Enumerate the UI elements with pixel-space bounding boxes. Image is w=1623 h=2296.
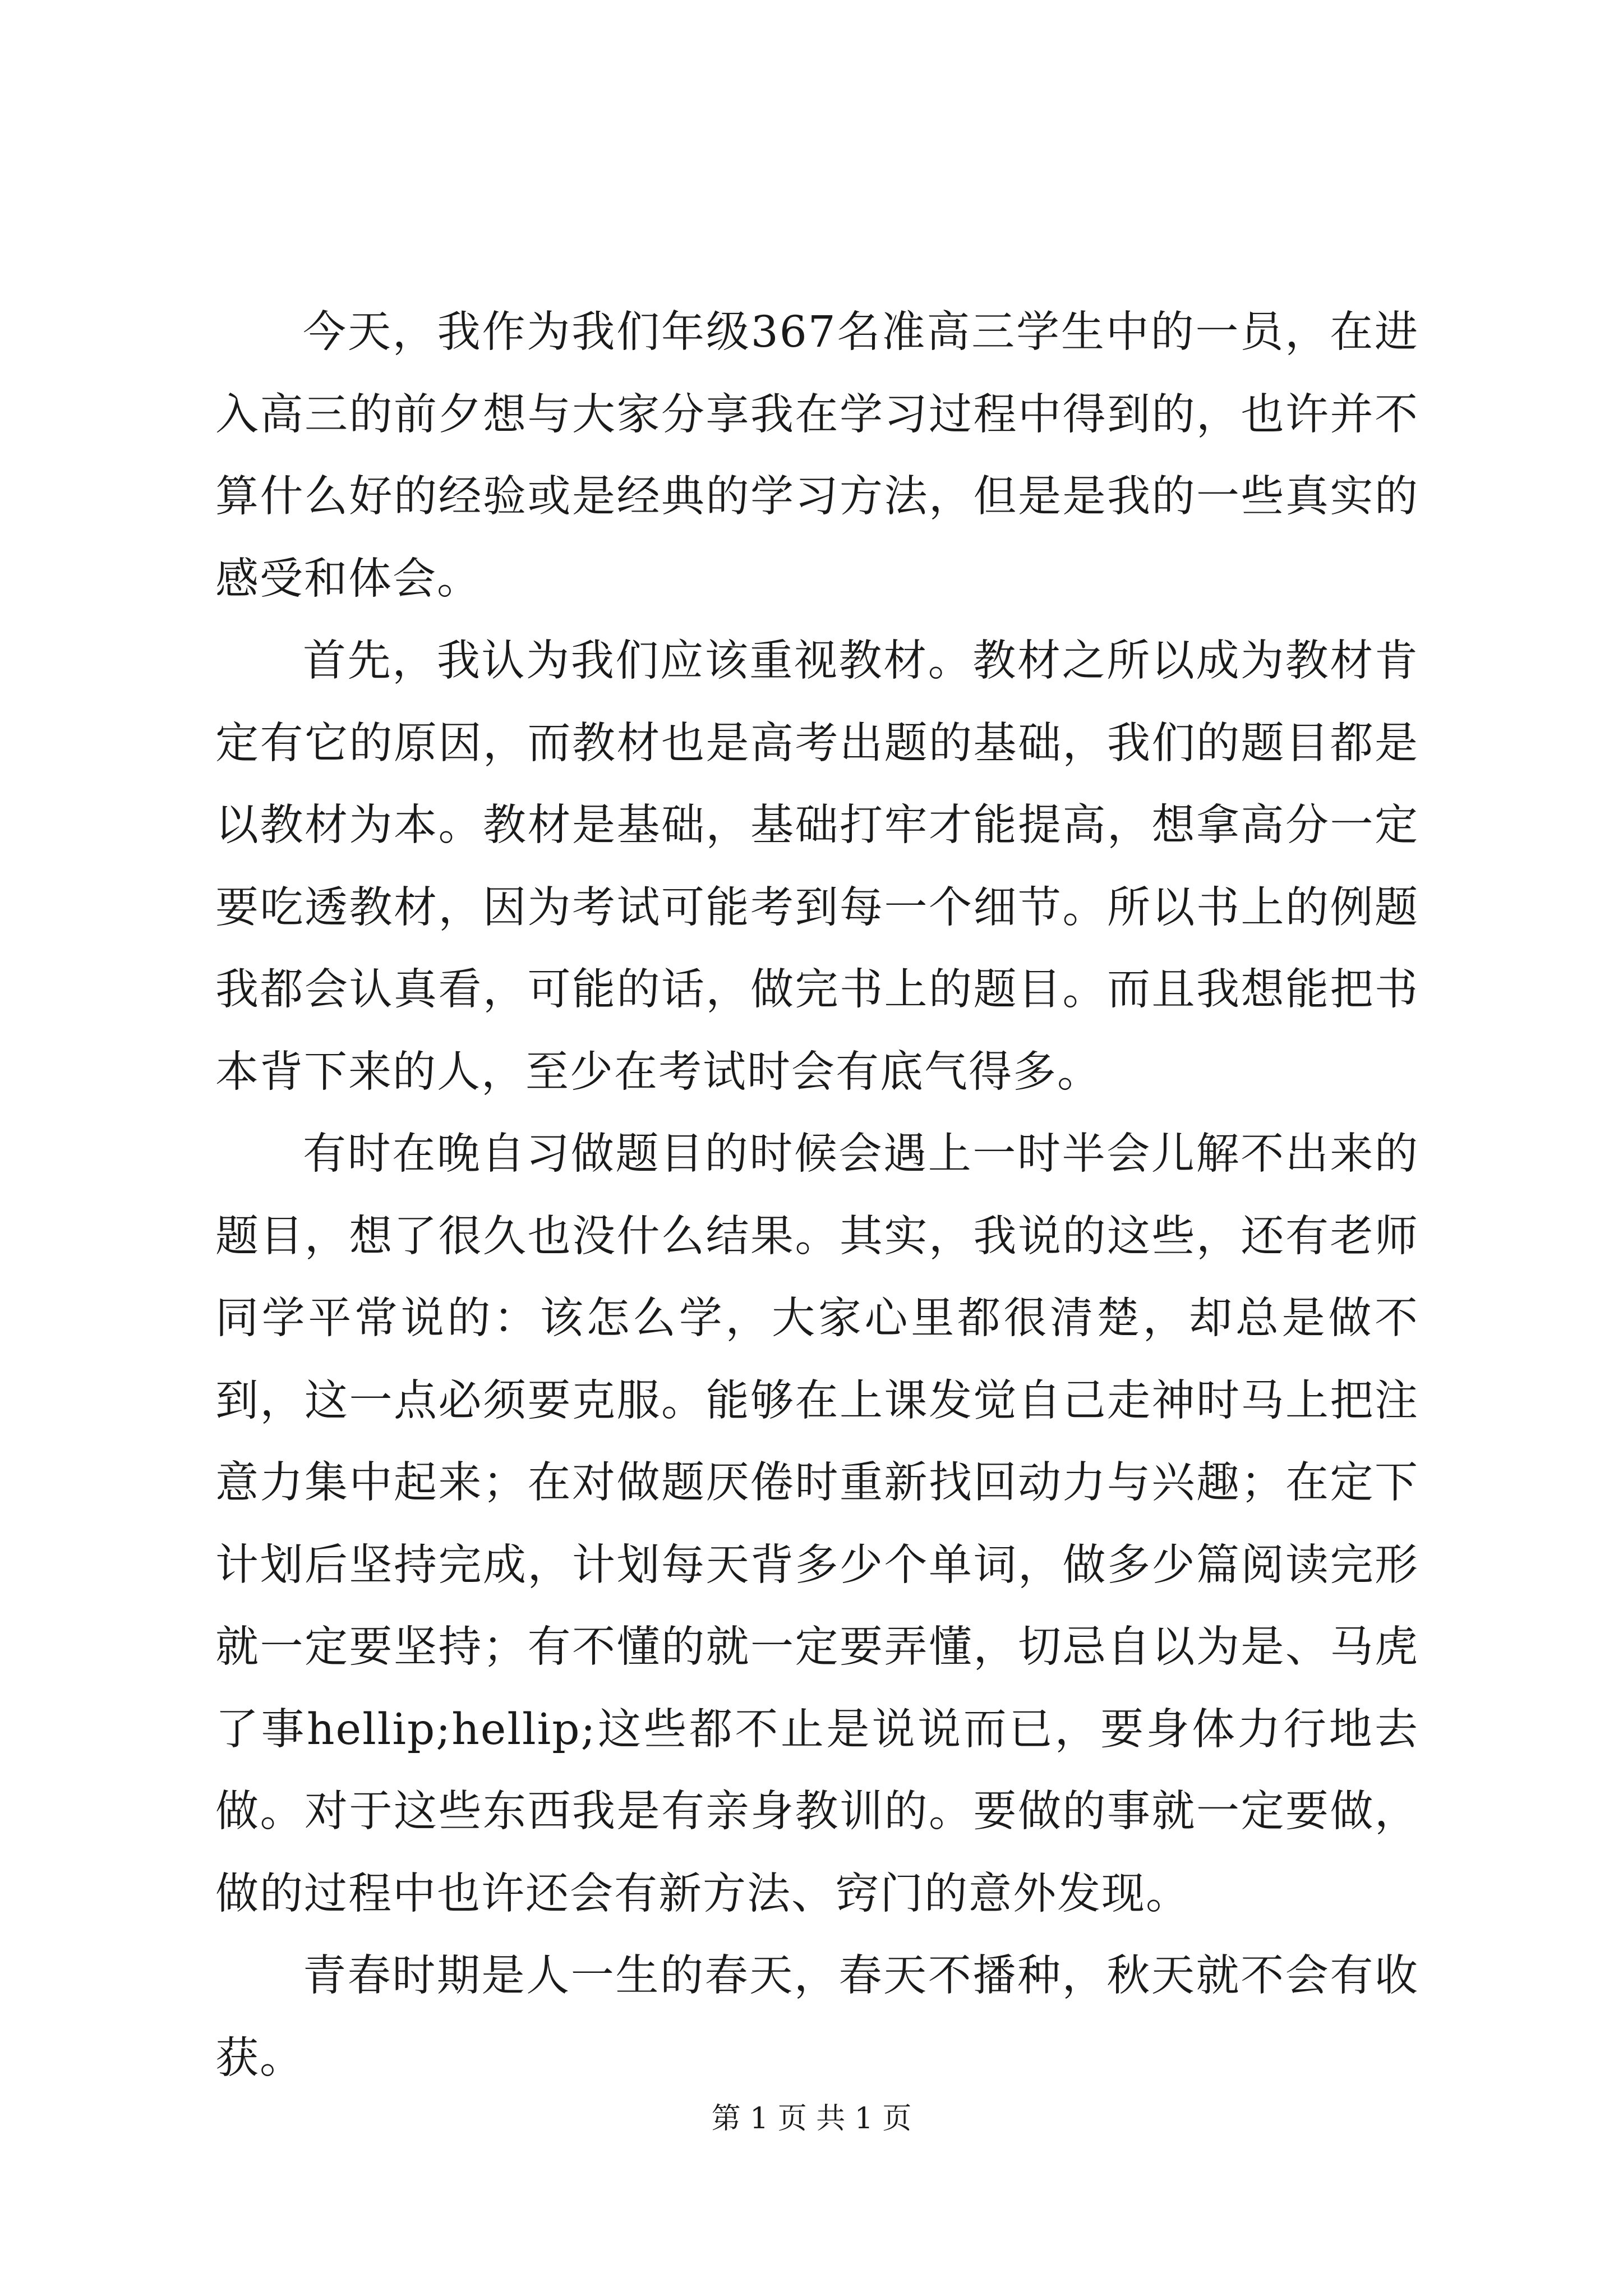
- document-body: [215, 292, 1419, 2100]
- paragraph-persistence: 有时在晚自习做题目的时候会遇上一时半会儿解不出来的题目，想了很久也没什么结果。其实，我说的这些，还有老师同学平常说的：该怎么学，大家心里都很清楚，却总是做不到，这一点必须要克服。能够在上课发觉自己走神时马上把注意力集中起来；在对做题厌倦时重新找回动力与兴趣；在定下计划后坚持完成，计划每天背多少个单词，做多少篇阅读完形就一定要坚持；有不懂的就一定要弄懂，切忌自以为是、马虎了事hellip;hellip;这些都不止是说说而已，要身体力行地去做。对于这些东西我是有亲身教训的。要做的事就一定要做，做的过程中也许还会有新方法、窍门的意外发现。: [215, 1129, 1419, 1919]
- paragraph-textbook: 首先，我认为我们应该重视教材。教材之所以成为教材肯定有它的原因，而教材也是高考出题的基础，我们的题目都是以教材为本。教材是基础，基础打牢才能提高，想拿高分一定要吃透教材，因为考试可能考到每一个细节。所以书上的例题我都会认真看，可能的话，做完书上的题目。而且我想能把书本背下来的人，至少在考试时会有底气得多。: [215, 636, 1419, 1097]
- paragraph-youth: 青春时期是人一生的春天，春天不播种，秋天就不会有收获。: [215, 1951, 1419, 2083]
- paragraph-intro: 今天，我作为我们年级367名准高三学生中的一员，在进入高三的前夕想与大家分享我在学习过程中得到的，也许并不算什么好的经验或是经典的学习方法，但是是我的一些真实的感受和体会。: [215, 307, 1419, 604]
- page-number-footer: 第 1 页 共 1 页: [711, 2102, 912, 2136]
